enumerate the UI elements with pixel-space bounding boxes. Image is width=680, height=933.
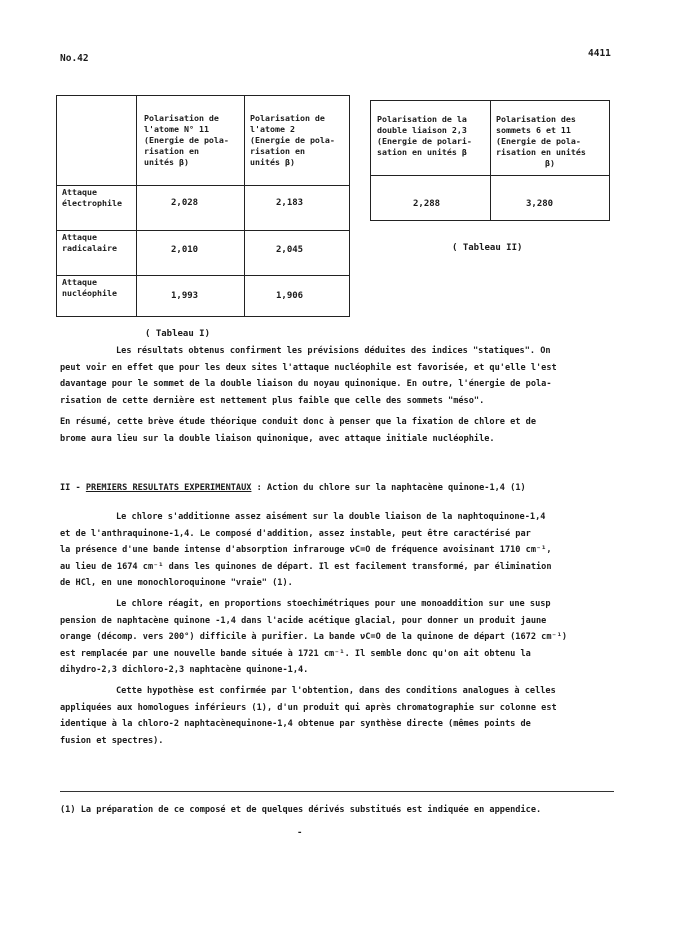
section-heading: II - PREMIERS RESULTATS EXPERIMENTAUX : Action du chlore sur la naphtacène quinone-1,4 (1): [60, 483, 526, 493]
table1-cell: 2,010: [171, 245, 199, 255]
table1-row-label: Attaque radicalaire: [62, 232, 117, 253]
paragraph-chlorine-reaction: Le chlore réagit, en proportions stoechimétriques pour une monoaddition sur une susp pension de naphtacène quinone -1,4 dans l'acide acétique glacial, pour donner un produit jaune orange (décomp. vers 200°) difficile à purifier. La bande νC=O de la quinone de départ (1672 cm⁻¹) est remplacée par une nouvelle bande située à 1721 cm⁻¹. Il semble donc qu'on ait obtenu la dihydro-2,3 dichloro-2,3 naphtacène quinone-1,4.: [60, 599, 568, 675]
table1-row-label: Attaque électrophile: [62, 187, 122, 208]
page-number-right: 4411: [588, 48, 611, 59]
table1-col-header: Polarisation de l'atome 2 (Energie de pola- risation en unités β): [250, 113, 335, 167]
footnote-rule: [60, 791, 614, 792]
section-title: PREMIERS RESULTATS EXPERIMENTAUX: [85, 483, 252, 493]
table2-col-header: Polarisation de la double liaison 2,3 (Energie de polari- sation en unités β: [377, 114, 472, 157]
table-1: [56, 95, 350, 317]
table2-cell: 2,288: [413, 199, 441, 209]
table-2: [370, 100, 610, 220]
paragraph-hypothesis: Cette hypothèse est confirmée par l'obtention, dans des conditions analogues à celles appliquées aux homologues inférieurs (1), d'un produit qui après chromatographie sur colonne est identique à la chloro-2 naphtacènequinone-1,4 obtenue par synthèse directe (mêmes points de fusion et spectres).: [60, 686, 557, 746]
table1-caption: ( Tableau I): [145, 329, 211, 339]
table2-cell: 3,280: [526, 199, 554, 209]
footnote: (1) La préparation de ce composé et de quelques dérivés substitués est indiquée en appendice.: [60, 805, 542, 815]
paragraph-chlorine-addition: Le chlore s'additionne assez aisément sur la double liaison de la naphtoquinone-1,4 et de l'anthraquinone-1,4. Le composé d'addition, assez instable, peut être caractérisé par la présence d'une bande intense d'absorption infrarouge νC=O de fréquence avoisinant 1710 cm⁻¹, au lieu de 1674 cm⁻¹ dans les quinones de départ. Il est facilement transformé, par élimination de HCl, en une monochloroquinone "vraie" (1).: [60, 512, 552, 588]
table1-row-label: Attaque nucléophile: [62, 277, 117, 298]
page-number-left: No.42: [60, 53, 89, 64]
table1-cell: 1,993: [171, 291, 199, 301]
table2-caption: ( Tableau II): [452, 243, 523, 253]
table1-cell: 2,028: [171, 198, 199, 208]
paragraph-results: Les résultats obtenus confirment les prévisions déduites des indices "statiques". On peut voir en effet que pour les deux sites l'attaque nucléophile est favorisée, et qu'elle l'est davantage pour le sommet de la double liaison du noyau quinonique. En outre, l'énergie de pola- risation de cette dernière est nettement plus faible que celle des sommets "méso".: [60, 346, 557, 406]
table2-col-header: Polarisation des sommets 6 et 11 (Energie de pola- risation en unités β): [496, 114, 586, 168]
table1-cell: 2,045: [276, 245, 304, 255]
page-mark: -: [297, 828, 303, 838]
table1-cell: 1,906: [276, 291, 304, 301]
table1-cell: 2,183: [276, 198, 304, 208]
paragraph-summary: En résumé, cette brève étude théorique conduit donc à penser que la fixation de chlore et de brome aura lieu sur la double liaison quinonique, avec attaque initiale nucléophile.: [60, 417, 536, 444]
table1-col-header: Polarisation de l'atome N° 11 (Energie de pola- risation en unités β): [144, 113, 229, 167]
